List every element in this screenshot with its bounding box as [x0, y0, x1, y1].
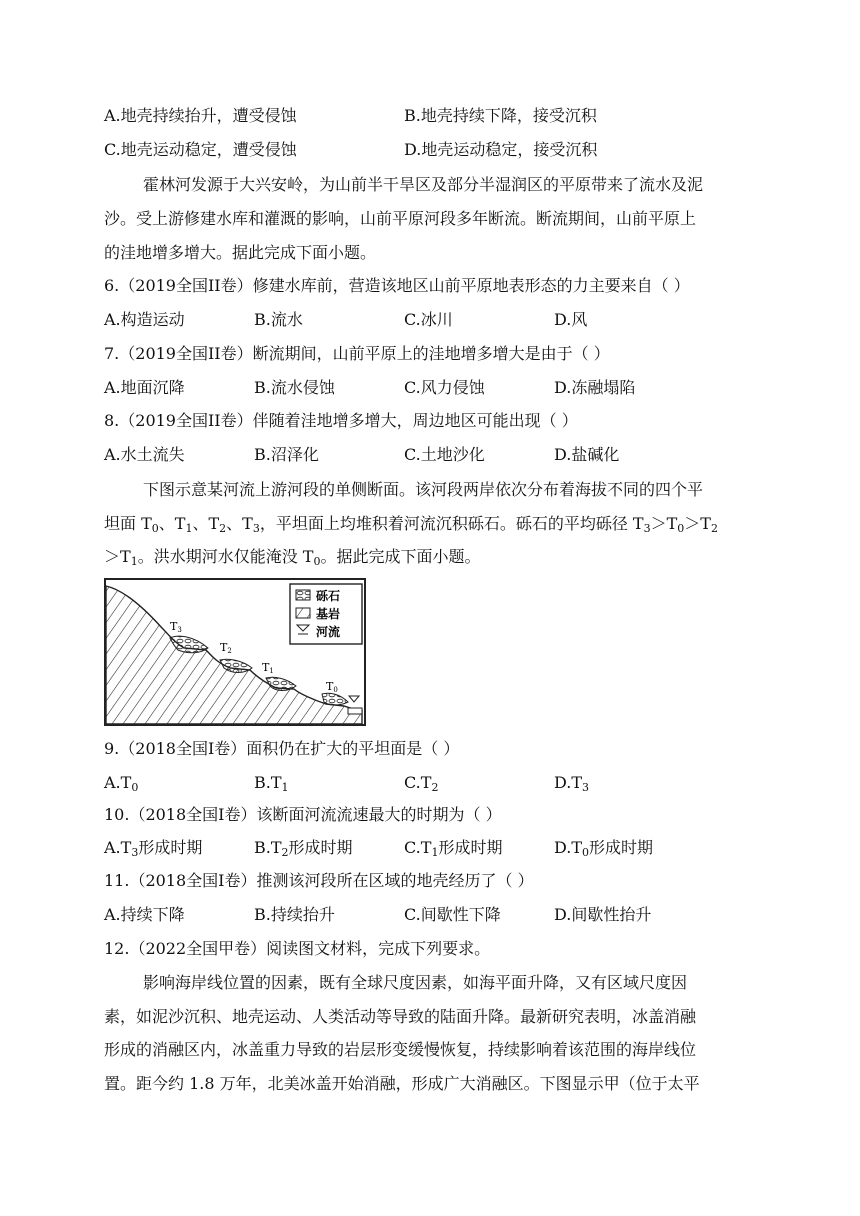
q8-option-c: C.土地沙化	[404, 445, 485, 464]
q10-option-a: $A.T_3$形成时期	[104, 838, 203, 859]
t2-label: T	[220, 641, 228, 654]
q8-option-b: B.沼泽化	[254, 445, 319, 464]
passage1-line: 霍林河发源于大兴安岭，为山前半干旱区及部分半湿润区的平原带来了流水及泥	[143, 175, 704, 194]
q10-option-b: $B.T_2$形成时期	[254, 838, 353, 859]
q11-stem: 11.（2018全国I卷）推测该河段所在区域的地壳经历了（ ）	[104, 871, 534, 890]
q9-option-c: $C.T_2$	[404, 773, 439, 794]
passage2-line: 坦面 $T_0$、$T_1$、$T_2$、$T_3$，平坦面上均堆积着河流沉积砾石。砾石的平均砾径 $T_3>T_0>T_2$	[104, 514, 718, 535]
river-terrace-figure	[104, 578, 366, 726]
svg-text:T1: T1	[262, 661, 274, 675]
passage2-line: $>T_1$。洪水期河水仅能淹没 $T_0$。据此完成下面小题。	[104, 547, 481, 568]
q11-option-d: D.间歇性抬升	[554, 905, 652, 924]
q6-stem: 6.（2019全国II卷）修建水库前，营造该地区山前平原地表形态的力主要来自（ ）	[104, 276, 690, 295]
q6-option-b: B.流水	[254, 310, 303, 329]
passage1-line: 的洼地增多增大。据此完成下面小题。	[104, 243, 377, 262]
passage3-line: 素，如泥沙沉积、地壳运动、人类活动等导致的陆面升降。最新研究表明，冰盖消融	[104, 1007, 697, 1026]
q6-option-a: A.构造运动	[104, 310, 185, 329]
q7-option-d: D.冻融塌陷	[554, 378, 636, 397]
passage3-line: 影响海岸线位置的因素，既有全球尺度因素，如海平面升降，又有区域尺度因	[143, 973, 688, 992]
t1-label: T	[262, 661, 270, 674]
q11-option-a: A.持续下降	[104, 905, 185, 924]
q9-option-b: $B.T_1$	[254, 773, 289, 794]
legend-river: 河流	[316, 625, 341, 639]
legend	[290, 584, 362, 644]
q11-option-b: B.持续抬升	[254, 905, 335, 924]
q8-option-d: D.盐碱化	[554, 445, 620, 464]
q8-stem: 8.（2019全国II卷）伴随着洼地增多增大，周边地区可能出现（ ）	[104, 411, 578, 430]
q7-option-a: A.地面沉降	[104, 378, 185, 397]
q5-option-d: D.地壳运动稳定，接受沉积	[404, 140, 598, 159]
q10-stem: 10.（2018全国I卷）该断面河流流速最大的时期为（ ）	[104, 805, 502, 824]
river	[348, 708, 362, 714]
svg-text:T3: T3	[170, 620, 182, 634]
q8-option-a: A.水土流失	[104, 445, 185, 464]
q9-option-a: $A.T_0$	[104, 773, 139, 794]
q6-option-d: D.风	[554, 310, 588, 329]
q10-option-d: $D.T_0$形成时期	[554, 838, 654, 859]
legend-bedrock: 基岩	[316, 607, 341, 621]
q7-option-c: C.风力侵蚀	[404, 378, 485, 397]
t0-label: T	[326, 680, 334, 693]
passage1-line: 沙。受上游修建水库和灌溉的影响，山前平原河段多年断流。断流期间，山前平原上	[104, 209, 697, 228]
svg-text:T2: T2	[220, 641, 232, 655]
q12-stem: 12.（2022全国甲卷）阅读图文材料，完成下列要求。	[104, 939, 491, 958]
passage2-line: 下图示意某河流上游河段的单侧断面。该河段两岸依次分布着海拔不同的四个平	[143, 480, 704, 499]
q10-option-c: $C.T_1$形成时期	[404, 838, 503, 859]
passage3-line: 形成的消融区内，冰盖重力导致的岩层形变缓慢恢复，持续影响着该范围的海岸线位	[104, 1040, 697, 1059]
q9-option-d: $D.T_3$	[554, 773, 590, 794]
q7-option-b: B.流水侵蚀	[254, 378, 335, 397]
svg-text:T0: T0	[326, 680, 338, 694]
q11-option-c: C.间歇性下降	[404, 905, 501, 924]
q5-option-b: B.地壳持续下降，接受沉积	[404, 106, 597, 125]
q5-option-c: C.地壳运动稳定，遭受侵蚀	[104, 140, 297, 159]
legend-gravel: 砾石	[316, 589, 341, 603]
q7-stem: 7.（2019全国II卷）断流期间，山前平原上的洼地增多增大是由于（ ）	[104, 344, 610, 363]
q5-option-a: A.地壳持续抬升，遭受侵蚀	[104, 106, 297, 125]
q6-option-c: C.冰川	[404, 310, 453, 329]
t3-label: T	[170, 620, 178, 633]
q9-stem: 9.（2018全国I卷）面积仍在扩大的平坦面是（ ）	[104, 739, 460, 758]
passage3-line: 置。距今约 1.8 万年，北美冰盖开始消融，形成广大消融区。下图显示甲（位于太平	[104, 1074, 700, 1093]
